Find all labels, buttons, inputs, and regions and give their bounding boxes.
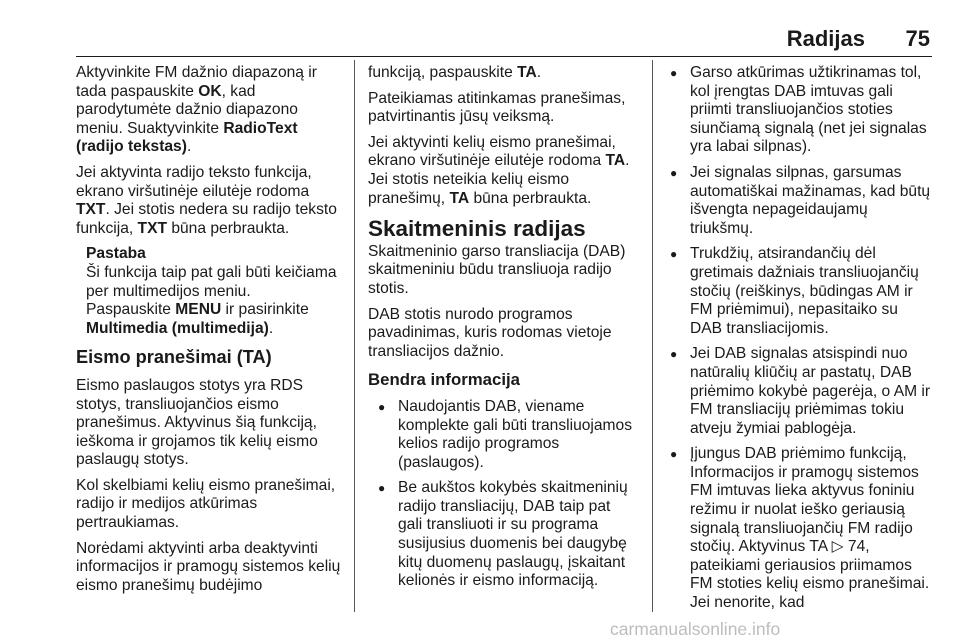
paragraph: Eismo paslaugos stotys yra RDS stotys, transliuojančios eismo pranešimus. Aktyvinus šią funkciją, ieškoma ir grojamos tik kelių eismo paslaugų stotys. bbox=[76, 376, 318, 469]
list-item: ● Jei signalas silpnas, garsumas automatiškai mažinamas, kad būtų išvengta nepageidaujamų triukšmų. bbox=[668, 164, 934, 238]
paragraph: Norėdami aktyvinti arba deaktyvinti informacijos ir pramogų sistemos kelių eismo pranešimų budėjimo bbox=[76, 539, 341, 594]
paragraph: Jei aktyvinta radijo teksto funkcija, ekrano viršutinėje eilutėje rodoma TXT. Jei stotis nedera su radijo teksto funkcija, TXT būna perbraukta. bbox=[76, 163, 337, 237]
note-box bbox=[86, 245, 344, 338]
list-item: ● Trukdžių, atsirandančių dėl gretimais dažniais transliuojančių stočių (reiškinys, būdingas AM ir FM priėmimui), nepasitaiko su DAB transliacijomis. bbox=[668, 245, 934, 338]
page-reference-icon: ▷ bbox=[831, 538, 844, 556]
list-item: ● Be aukštos kokybės skaitmeninių radijo transliacijų, DAB taip pat gali transliuoti ir su programa susijusius duomenis bei daugybę kitų duomenų paslaugų, įskaitant kelionės ir eismo informaciją. bbox=[368, 479, 636, 591]
section-heading: Eismo pranešimai (TA) bbox=[76, 347, 272, 368]
bullet-list bbox=[368, 398, 636, 591]
list-item: ● Jei DAB signalas atsispindi nuo natūralių kliūčių ar pastatų, DAB priėmimo kokybė pagerėja, o AM ir FM transliacijų priėmimas tokiu atveju žymiai pablogėja. bbox=[668, 345, 934, 438]
chapter-heading: Skaitmeninis radijas bbox=[368, 216, 586, 242]
paragraph: Skaitmeninio garso transliacija (DAB) skaitmeniniu būdu transliuoja radijo stotis. bbox=[368, 242, 626, 297]
paragraph: Kol skelbiami kelių eismo pranešimai, radijo ir medijos atkūrimas pertraukiamas. bbox=[76, 476, 336, 532]
paragraph: DAB stotis nurodo programos pavadinimas, kuris rodomas vietoje transliacijos dažnio. bbox=[368, 305, 612, 360]
paragraph: Pateikiamas atitinkamas pranešimas, patvirtinantis jūsų veiksmą. bbox=[368, 89, 626, 126]
page-title: Radijas bbox=[786, 26, 865, 51]
subsection-heading: Bendra informacija bbox=[368, 370, 521, 390]
note-text: Ši funkcija taip pat gali būti keičiama per multimedijos meniu. bbox=[86, 263, 337, 300]
list-item: ● Naudojantis DAB, viename komplekte gali būti transliuojamos kelios radijo programos (paslaugos). bbox=[368, 398, 636, 472]
column-divider-2 bbox=[652, 60, 653, 612]
column-3 bbox=[668, 64, 934, 620]
paragraph: Aktyvinkite FM dažnio diapazoną ir tada paspauskite OK, kad parodytumėte dažnio diapazono meniu. Suaktyvinkite RadioText (radijo tekstas). bbox=[76, 64, 317, 156]
column-divider-1 bbox=[354, 60, 355, 612]
list-item: ● Įjungus DAB priėmimo funkciją, Informacijos ir pramogų sistemos FM imtuvas lieka aktyvus foniniu režimu ir nuolat ieško geriausią signalą transliuojančių FM radijo stočių. Aktyvinus TA ▷ 74, pateikiami geriausios priimamos FM stoties kelių eismo pranešimai. Jei nenorite, kad bbox=[668, 445, 934, 612]
page-number: 75 bbox=[905, 26, 930, 51]
note-text: Multimedia (multimedija). bbox=[86, 319, 274, 337]
bullet-list bbox=[668, 64, 934, 613]
list-item: ● Garso atkūrimas užtikrinamas tol, kol įrengtas DAB imtuvas gali priimti transliuojančios stoties siunčiamą signalą (net jei signalas yra labai silpnas). bbox=[668, 64, 934, 157]
page-header bbox=[0, 0, 960, 56]
note-text: Paspauskite MENU ir pasirinkite bbox=[86, 301, 309, 319]
watermark: carmanualsonline.info bbox=[610, 619, 781, 639]
page-reference[interactable]: 74 bbox=[847, 538, 866, 556]
header-rule bbox=[76, 56, 932, 57]
paragraph: funkciją, paspauskite TA. bbox=[368, 64, 542, 81]
column-1 bbox=[76, 64, 344, 602]
note-title: Pastaba bbox=[86, 245, 146, 263]
column-2 bbox=[368, 64, 636, 598]
paragraph: Jei aktyvinti kelių eismo pranešimai, ekrano viršutinėje eilutėje rodoma TA. Jei stotis neteikia kelių eismo pranešimų, TA būna perbraukta. bbox=[368, 133, 630, 207]
